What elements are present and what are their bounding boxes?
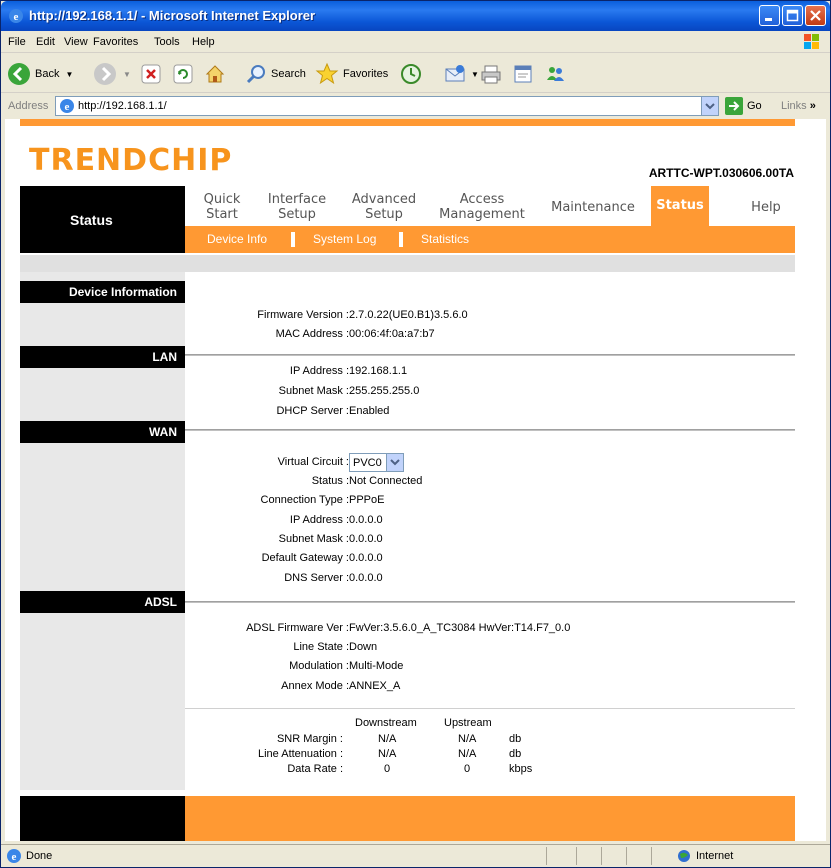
data-rate-up: 0	[464, 763, 471, 775]
home-button[interactable]	[204, 61, 226, 87]
maximize-button[interactable]	[782, 5, 803, 26]
mail-icon	[444, 63, 470, 85]
line-attenuation-down: N/A	[378, 748, 397, 760]
back-arrow-icon	[7, 62, 31, 86]
line-attenuation-label: Line Attenuation :	[257, 748, 343, 760]
home-icon	[204, 63, 226, 85]
mac-label: MAC Address :	[275, 328, 349, 340]
wan-ip-label: IP Address :	[289, 514, 349, 526]
wan-mask-value: 0.0.0.0	[349, 533, 383, 545]
menu-view[interactable]: View	[64, 36, 88, 48]
annex-value: ANNEX_A	[349, 680, 401, 692]
subnav-device-info[interactable]: Device Info	[207, 232, 268, 246]
wan-ip-value: 0.0.0.0	[349, 514, 383, 526]
row-firmware	[185, 306, 795, 325]
favorites-label: Favorites	[343, 68, 389, 80]
toolbar	[1, 54, 830, 93]
messenger-button[interactable]	[544, 61, 566, 87]
nav-label: Setup	[365, 207, 403, 222]
maximize-icon	[783, 6, 802, 25]
favorites-button[interactable]	[315, 61, 388, 87]
adsl-fw-label: ADSL Firmware Ver :	[246, 622, 349, 634]
subnav-statistics[interactable]: Statistics	[421, 232, 470, 246]
stop-icon	[141, 64, 161, 84]
internet-zone-icon	[677, 849, 691, 863]
zone-text: Internet	[696, 850, 734, 862]
section-divider	[185, 429, 795, 431]
nav-label: Maintenance	[551, 200, 635, 215]
ctype-value: PPPoE	[349, 494, 385, 506]
edit-button[interactable]	[512, 61, 534, 87]
gateway-value: 0.0.0.0	[349, 552, 383, 564]
history-button[interactable]	[400, 61, 422, 87]
footer-left-block	[20, 796, 185, 841]
menu-edit[interactable]: Edit	[36, 36, 55, 48]
nav-access-management[interactable]	[436, 192, 528, 222]
edit-document-icon	[512, 63, 534, 85]
links-label: Links	[781, 100, 807, 112]
svg-text:e: e	[64, 101, 70, 113]
lan-mask-label: Subnet Mask :	[278, 385, 349, 397]
line-attenuation-up: N/A	[458, 748, 477, 760]
messenger-icon	[544, 63, 566, 85]
status-divider	[576, 847, 577, 865]
menu-bar	[1, 31, 830, 53]
firmware-label: Firmware Version :	[257, 309, 349, 321]
menu-help[interactable]: Help	[192, 36, 215, 48]
close-button[interactable]	[805, 5, 826, 26]
go-label: Go	[747, 100, 762, 112]
virtual-circuit-select[interactable]	[349, 453, 404, 472]
search-button[interactable]	[245, 61, 306, 87]
address-url: http://192.168.1.1/	[78, 100, 167, 112]
page-done-icon	[6, 848, 22, 864]
gateway-label: Default Gateway :	[261, 552, 349, 564]
lan-ip-value: 192.168.1.1	[349, 365, 408, 377]
window-title: http://192.168.1.1/ - Microsoft Internet Explorer	[29, 8, 316, 23]
go-arrow-icon	[725, 97, 743, 115]
title-bar[interactable]	[1, 1, 830, 31]
adsl-fw-value: FwVer:3.5.6.0_A_TC3084 HwVer:T14.F7_0.0	[349, 622, 571, 634]
section-device-info	[20, 281, 185, 303]
subnav-separator	[291, 232, 295, 247]
row-wan-ip	[185, 511, 795, 530]
section-title: Device Information	[68, 285, 177, 299]
model-string: ARTTC-WPT.030606.00TA	[648, 166, 794, 180]
nav-label: Setup	[278, 207, 316, 222]
section-title: ADSL	[144, 595, 177, 609]
status-divider	[546, 847, 547, 865]
row-virtual-circuit	[185, 453, 795, 472]
row-mac	[185, 325, 795, 344]
vc-value: PVC0	[353, 457, 382, 469]
links-button[interactable]: Links »	[781, 100, 816, 112]
snr-margin-label: SNR Margin :	[276, 733, 343, 745]
row-dns	[185, 569, 795, 588]
refresh-button[interactable]	[173, 61, 193, 87]
row-annex	[185, 677, 795, 696]
status-divider	[601, 847, 602, 865]
row-adsl-fw	[185, 619, 795, 638]
line-attenuation-unit: db	[509, 748, 522, 760]
ctype-label: Connection Type :	[260, 494, 349, 506]
row-modulation	[185, 657, 795, 676]
section-lan	[20, 346, 185, 368]
nav-label: Quick	[203, 192, 241, 207]
annex-label: Annex Mode :	[281, 680, 349, 692]
refresh-icon	[173, 64, 193, 84]
firmware-value: 2.7.0.22(UE0.B1)3.5.6.0	[349, 309, 468, 321]
snr-margin-unit: db	[509, 733, 522, 745]
subnav-separator	[399, 232, 403, 247]
row-line-state	[185, 638, 795, 657]
dhcp-label: DHCP Server :	[276, 405, 349, 417]
snr-margin-up: N/A	[458, 733, 477, 745]
nav-label: Start	[206, 207, 238, 222]
sub-nav	[185, 226, 795, 253]
nav-interface-setup[interactable]	[265, 192, 329, 222]
minimize-icon	[760, 6, 779, 25]
section-wan	[20, 421, 185, 443]
mail-dropdown-icon[interactable]: ▼	[471, 69, 479, 79]
snr-margin-down: N/A	[378, 733, 397, 745]
adsl-table-divider	[185, 708, 795, 709]
vc-dropdown-button[interactable]	[386, 454, 403, 471]
nav-maintenance[interactable]	[547, 200, 639, 215]
data-rate-unit: kbps	[509, 763, 533, 775]
back-button[interactable]	[7, 61, 73, 87]
menu-tools[interactable]: Tools	[154, 36, 180, 48]
go-button[interactable]	[725, 97, 771, 115]
wan-status-label: Status :	[311, 475, 349, 487]
data-rate-label: Data Rate :	[287, 763, 343, 775]
address-label: Address	[8, 100, 49, 112]
modulation-label: Modulation :	[289, 660, 349, 672]
row-dhcp	[185, 402, 795, 421]
side-title-block	[20, 186, 185, 253]
row-lan-mask	[185, 382, 795, 401]
row-wan-mask	[185, 530, 795, 549]
wan-status-value: Not Connected	[349, 475, 423, 487]
forward-dropdown-icon[interactable]: ▼	[123, 69, 131, 79]
row-gateway	[185, 549, 795, 568]
windows-flag-icon	[796, 32, 824, 52]
status-text: Done	[26, 850, 53, 862]
section-adsl	[20, 591, 185, 613]
nav-label: Status	[656, 198, 704, 213]
section-title: WAN	[149, 425, 177, 439]
address-input[interactable]	[55, 96, 719, 116]
main-nav	[185, 186, 795, 226]
menu-favorites[interactable]: Favorites	[93, 36, 139, 48]
section-divider	[185, 601, 795, 603]
print-button[interactable]	[480, 61, 502, 87]
row-lan-ip	[185, 362, 795, 381]
status-bar	[1, 844, 830, 867]
lan-mask-value: 255.255.255.0	[349, 385, 420, 397]
chevron-down-icon	[702, 97, 718, 115]
page-viewport[interactable]	[5, 119, 826, 841]
lan-ip-label: IP Address :	[289, 365, 349, 377]
printer-icon	[480, 63, 502, 85]
ie-icon	[8, 8, 24, 24]
history-icon	[400, 63, 422, 85]
gray-band	[20, 255, 795, 272]
section-divider	[185, 354, 795, 356]
nav-advanced-setup[interactable]	[348, 192, 420, 222]
stop-button[interactable]	[141, 61, 161, 87]
nav-label: Interface	[267, 192, 327, 207]
line-state-label: Line State :	[293, 641, 349, 653]
page-icon	[59, 98, 75, 114]
nav-help[interactable]	[743, 200, 789, 215]
vc-label: Virtual Circuit :	[277, 456, 349, 468]
brand-logo: TRENDCHIP	[29, 143, 233, 178]
chevron-down-icon	[387, 454, 403, 471]
nav-label: Management	[439, 207, 525, 222]
row-connection-type	[185, 491, 795, 510]
back-label: Back	[35, 68, 60, 80]
forward-arrow-icon	[93, 62, 117, 86]
nav-label: Help	[751, 200, 781, 215]
dns-value: 0.0.0.0	[349, 572, 383, 584]
mac-value: 00:06:4f:0a:a7:b7	[349, 328, 435, 340]
wan-mask-label: Subnet Mask :	[278, 533, 349, 545]
subnav-system-log[interactable]: System Log	[313, 232, 377, 246]
top-orange-strip	[20, 119, 795, 126]
back-dropdown-icon[interactable]: ▼	[65, 69, 74, 79]
search-icon	[245, 63, 267, 85]
col-downstream-header: Downstream	[355, 717, 417, 729]
col-upstream-header: Upstream	[444, 717, 492, 729]
line-state-value: Down	[349, 641, 378, 653]
search-label: Search	[271, 68, 306, 80]
modulation-value: Multi-Mode	[349, 660, 404, 672]
section-title: LAN	[152, 350, 177, 364]
nav-status[interactable]	[651, 186, 709, 226]
favorites-star-icon	[315, 62, 339, 86]
row-wan-status	[185, 472, 795, 491]
forward-button[interactable]	[93, 61, 131, 87]
data-rate-down: 0	[384, 763, 391, 775]
nav-label: Advanced	[351, 192, 417, 207]
close-icon	[806, 6, 825, 25]
address-dropdown-button[interactable]	[701, 97, 718, 115]
menu-file[interactable]: File	[8, 36, 26, 48]
status-divider	[651, 847, 652, 865]
address-bar	[1, 93, 830, 119]
footer-orange-band	[185, 796, 795, 841]
nav-quick-start[interactable]	[191, 192, 253, 222]
status-divider	[626, 847, 627, 865]
dhcp-value: Enabled	[349, 405, 390, 417]
svg-text:e: e	[13, 11, 19, 23]
svg-text:e: e	[11, 851, 17, 863]
dns-label: DNS Server :	[284, 572, 349, 584]
nav-label: Access	[459, 192, 505, 207]
mail-button[interactable]	[444, 61, 479, 87]
minimize-button[interactable]	[759, 5, 780, 26]
side-title: Status	[70, 212, 113, 228]
